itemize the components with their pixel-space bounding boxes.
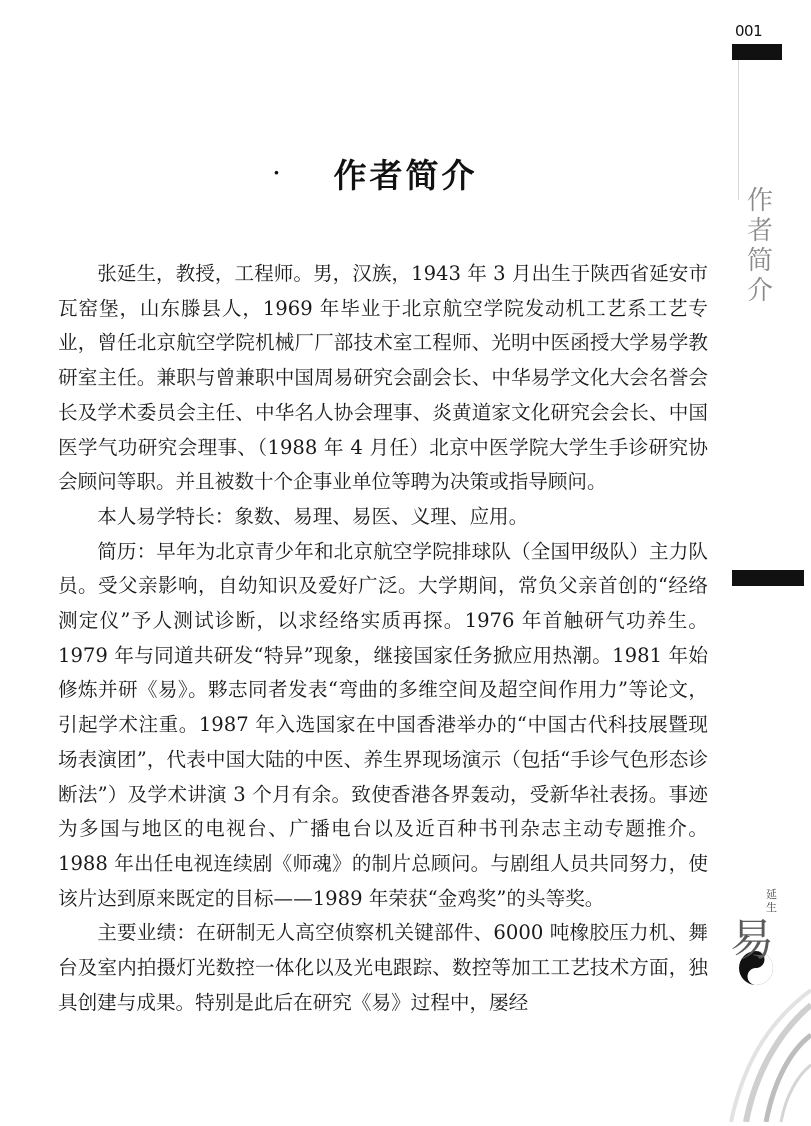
side-chapter-title: [746, 186, 774, 306]
paragraph: 主要业绩：在研制无人高空侦察机关键部件、6000 吨橡胶压力机、舞台及室内拍摄灯光数控一体化以及光电跟踪、数控等加工工艺技术方面，独具创建与成果。特别是此后在研究《易》过程中，屡经: [58, 921, 708, 1014]
side-marker-bar: [732, 570, 804, 586]
body-text: [58, 257, 708, 1020]
paragraph: 张延生，教授，工程师。男，汉族，1943 年 3 月出生于陕西省延安市瓦窑堡，山东滕县人，1969 年毕业于北京航空学院发动机工艺系工艺专业，曾任北京航空学院机械厂厂部技术室工程师、光明中医函授大学易学教研室主任。兼职与曾兼职中国周易研究会副会长、中华易学文化大会名誉会长及学术委员会主任、中华名人协会理事、炎黄道家文化研究会会长、中国医学气功研究会理事、（1988 年 4 月任）北京中医学院大学生手诊研究协会顾问等职。并且被数十个企事业单位等聘为决策或指导顾问。: [58, 262, 708, 494]
paragraph: 本人易学特长：象数、易理、易医、义理、应用。: [97, 504, 529, 528]
side-title-char: 作: [746, 186, 773, 216]
logo-big-character: 易: [730, 915, 774, 966]
logo-small-text: 延生: [766, 888, 777, 914]
side-title-char: 简: [746, 246, 773, 276]
side-title-char: 者: [746, 216, 773, 246]
page-number: 001: [735, 22, 763, 40]
page-title: 作者简介: [333, 156, 478, 195]
header-bar: [732, 44, 782, 60]
side-title-char: 介: [746, 276, 773, 306]
paragraph: 简历：早年为北京青少年和北京航空学院排球队（全国甲级队）主力队员。受父亲影响，自幼知识及爱好广泛。大学期间，常负父亲首创的“经络测定仪”予人测试诊断，以求经络实质再探。1976 年首触研气功养生。1979 年与同道共研发“特异”现象，继接国家任务掀应用热潮。1981 年始修炼并研《易》。夥志同者发表“弯曲的多维空间及超空间作用力”等论文，引起学术注重。1987 年入选国家在中国香港举办的“中国古代科技展暨现场表演团”，代表中国大陆的中医、养生界现场演示（包括“手诊气色形态诊断法”）及学术讲演 3 个月有余。致使香港各界轰动，受新华社表扬。事迹为多国与地区的电视台、广播电台以及近百种书刊杂志主动专题推介。1988 年出任电视连续剧《师魂》的制片总顾问。与剧组人员共同努力，使该片达到原来既定的目标——1989 年荣获“金鸡奖”的头等奖。: [58, 539, 708, 910]
title-dot: .: [272, 148, 281, 181]
